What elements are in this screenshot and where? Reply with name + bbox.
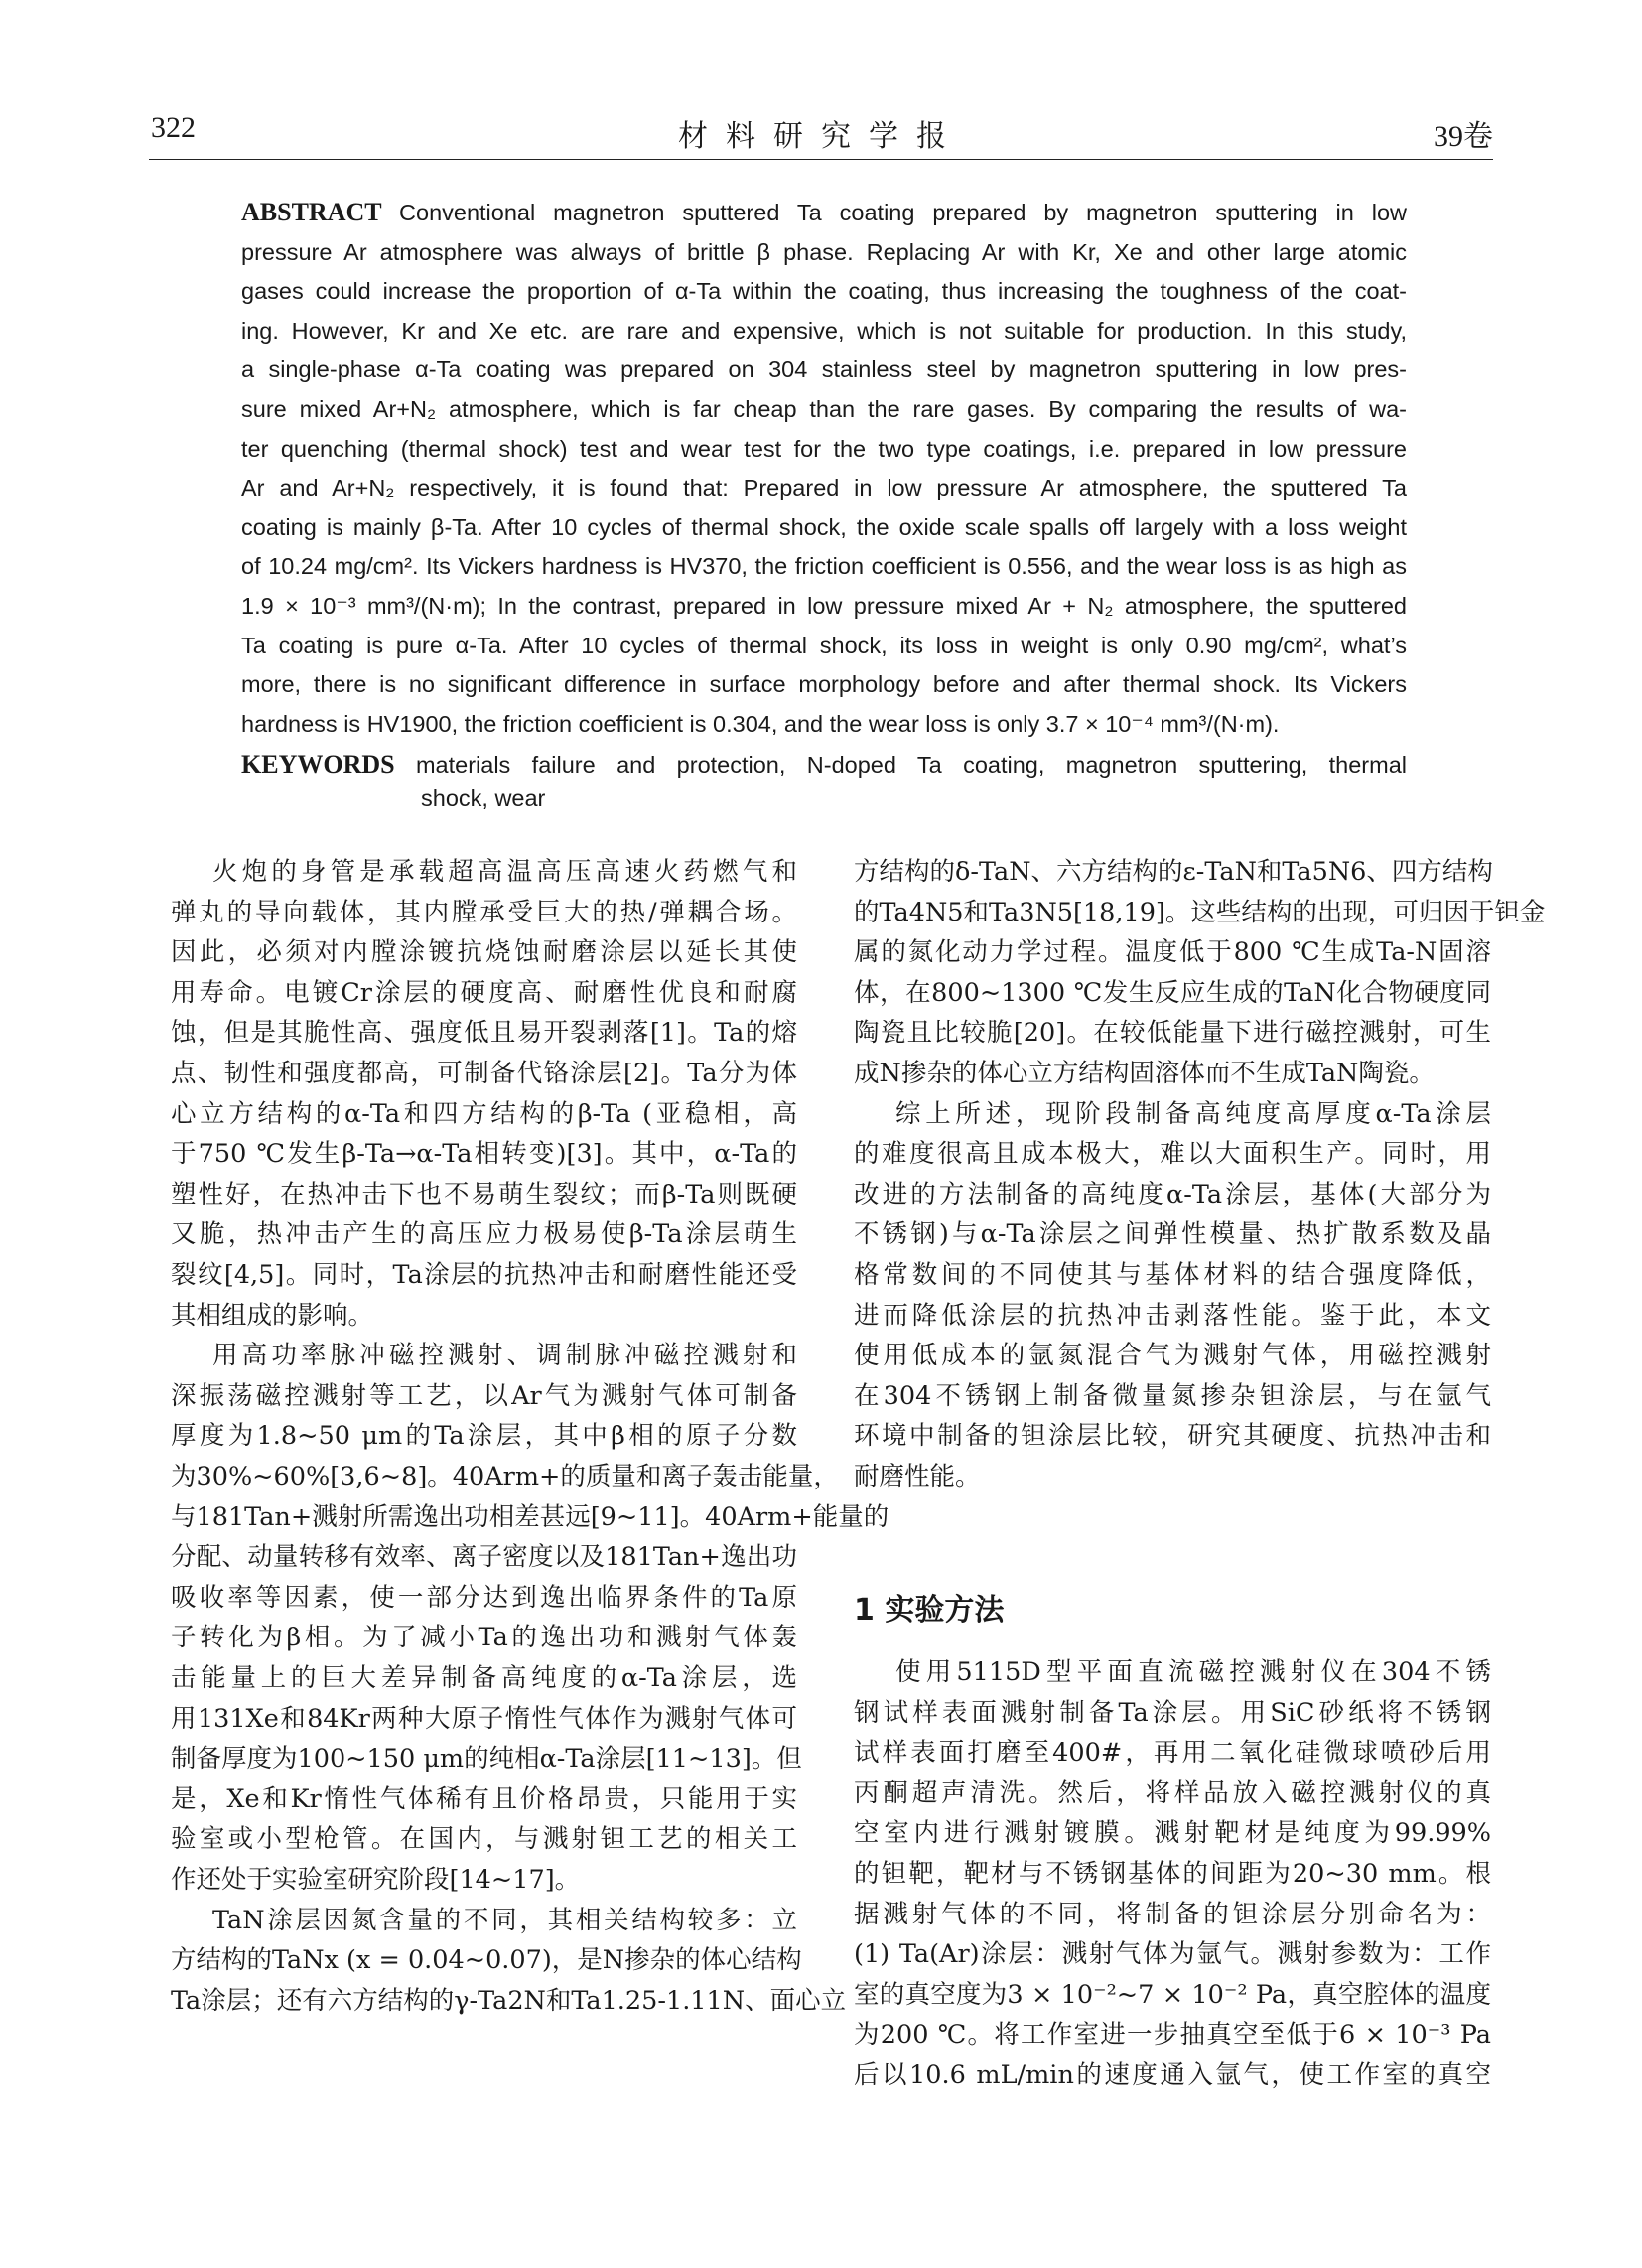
paragraph-line: 综上所述，现阶段制备高纯度高厚度α-Ta涂层 (895, 1098, 1491, 1129)
abstract-line: pressure Ar atmosphere was always of brittle β phase. Replacing Ar with Kr, Xe and other large atomic (241, 238, 1407, 265)
paragraph-line: 为200 ℃。将工作室进一步抽真空至低于6 × 10⁻³ Pa (854, 2020, 1491, 2051)
paragraph-line: 属的氮化动力学过程。温度低于800 ℃生成Ta-N固溶 (854, 937, 1491, 968)
paragraph-line: 格常数间的不同使其与基体材料的结合强度降低， (854, 1260, 1491, 1290)
paragraph-line: 室的真空度为3 × 10⁻²~7 × 10⁻² Pa，真空腔体的温度 (854, 1979, 1491, 2010)
paragraph-line: 塑性好，在热冲击下也不易萌生裂纹；而β-Ta则既硬 (171, 1179, 797, 1209)
abstract-line (241, 195, 1407, 230)
paragraph-line: 成N掺杂的体心立方结构固溶体而不生成TaN陶瓷。 (854, 1059, 1435, 1088)
paragraph-line: 不锈钢)与α-Ta涂层之间弹性模量、热扩散系数及晶 (854, 1219, 1491, 1250)
paragraph-line: 用寿命。电镀Cr涂层的硬度高、耐磨性优良和耐腐 (171, 977, 797, 1008)
paragraph-line: 于750 ℃发生β-Ta→α-Ta相转变)[3]。其中，α-Ta的 (171, 1139, 797, 1170)
paragraph-line: 改进的方法制备的高纯度α-Ta涂层，基体(大部分为 (854, 1179, 1491, 1209)
paragraph-line: Ta涂层；还有六方结构的γ-Ta2N和Ta1.25-1.11N、面心立 (171, 1985, 847, 2016)
keywords-label: KEYWORDS (241, 750, 395, 779)
paragraph-line: 制备厚度为100~150 μm的纯相α-Ta涂层[11~13]。但 (171, 1744, 802, 1774)
paragraph-line: 是，Xe和Kr惰性气体稀有且价格昂贵，只能用于实 (171, 1783, 797, 1814)
keywords-continuation: shock, wear (421, 785, 546, 811)
abstract-line: Ta coating is pure α-Ta. After 10 cycles of thermal shock, its loss in weight is only 0.90 mg/cm², what’s (241, 632, 1407, 658)
paragraph-line: 心立方结构的α-Ta和四方结构的β-Ta (亚稳相，高 (171, 1098, 797, 1129)
abstract-line: coating is mainly β-Ta. After 10 cycles of thermal shock, the oxide scale spalls off largely with a loss weight (241, 513, 1407, 540)
abstract-line: more, there is no significant difference in surface morphology before and after thermal shock. Its Vickers (241, 671, 1407, 698)
paragraph-line: 钢试样表面溅射制备Ta涂层。用SiC砂纸将不锈钢 (854, 1697, 1491, 1728)
paragraph-line: 丙酮超声清洗。然后，将样品放入磁控溅射仪的真 (854, 1777, 1491, 1808)
paragraph-line: 的Ta4N5和Ta3N5[18,19]。这些结构的出现，可归因于钽金 (854, 897, 1546, 927)
abstract-line: ter quenching (thermal shock) test and wear test for the two type coatings, i.e. prepared in low pressure (241, 435, 1407, 462)
paragraph-line: 使用5115D型平面直流磁控溅射仪在304不锈 (895, 1657, 1491, 1687)
abstract-line: sure mixed Ar+N₂ atmosphere, which is far cheap than the rare gases. By comparing the results of wa- (241, 396, 1407, 422)
abstract-line: 1.9 × 10⁻³ mm³/(N·m); In the contrast, prepared in low pressure mixed Ar + N₂ atmosphere, the sputtered (241, 593, 1407, 619)
paragraph-line: 又脆，热冲击产生的高压应力极易使β-Ta涂层萌生 (171, 1219, 797, 1250)
paragraph-line: (1) Ta(Ar)涂层：溅射气体为氩气。溅射参数为：工作 (854, 1939, 1491, 1970)
header-rule (149, 159, 1493, 160)
paragraph-line: 子转化为β相。为了减小Ta的逸出功和溅射气体轰 (171, 1623, 797, 1653)
paragraph-line: 其相组成的影响。 (171, 1300, 374, 1331)
paragraph-line: TaN涂层因氮含量的不同，其相关结构较多：立 (212, 1905, 797, 1935)
paragraph-line: 为30%~60%[3,6~8]。40Arm+的质量和离子轰击能量， (171, 1462, 839, 1491)
paragraph-line: 在304不锈钢上制备微量氮掺杂钽涂层，与在氩气 (854, 1380, 1491, 1411)
section-heading: 1 实验方法 (854, 1593, 1005, 1628)
abstract-text: Conventional magnetron sputtered Ta coating prepared by magnetron sputtering in low (399, 200, 1408, 225)
keywords-line (241, 747, 1407, 782)
volume-label: 39卷 (1434, 120, 1493, 153)
paragraph-line: 方结构的δ-TaN、六方结构的ε-TaN和Ta5N6、四方结构 (854, 857, 1493, 887)
paragraph-line: 分配、动量转移有效率、离子密度以及181Tan+逸出功 (171, 1542, 797, 1573)
paragraph-line: 点、韧性和强度都高，可制备代铬涂层[2]。Ta分为体 (171, 1059, 797, 1088)
paragraph-line: 用高功率脉冲磁控溅射、调制脉冲磁控溅射和 (212, 1341, 797, 1371)
journal-title: 材料研究学报 (678, 120, 964, 153)
paragraph-line: 使用低成本的氩氮混合气为溅射气体，用磁控溅射 (854, 1341, 1491, 1371)
page-number: 322 (151, 111, 196, 144)
paragraph-line: 火炮的身管是承载超高温高压高速火药燃气和 (212, 857, 797, 887)
paragraph-line: 体，在800~1300 ℃发生反应生成的TaN化合物硬度同 (854, 977, 1491, 1008)
paragraph-line: 的钽靶，靶材与不锈钢基体的间距为20~30 mm。根 (854, 1859, 1491, 1889)
abstract-line: a single-phase α-Ta coating was prepared on 304 stainless steel by magnetron sputtering in low pres- (241, 356, 1407, 383)
paragraph-line: 因此，必须对内膛涂镀抗烧蚀耐磨涂层以延长其使 (171, 937, 797, 968)
paragraph-line: 用131Xe和84Kr两种大原子惰性气体作为溅射气体可 (171, 1703, 797, 1734)
paragraph-line: 耐磨性能。 (854, 1462, 981, 1491)
paragraph-line: 环境中制备的钽涂层比较，研究其硬度、抗热冲击和 (854, 1421, 1491, 1452)
abstract-label: ABSTRACT (241, 198, 400, 226)
paragraph-line: 的难度很高且成本极大，难以大面积生产。同时，用 (854, 1139, 1491, 1170)
abstract-line: of 10.24 mg/cm². Its Vickers hardness is HV370, the friction coefficient is 0.556, and the wear loss is as high as (241, 553, 1407, 580)
paragraph-line: 验室或小型枪管。在国内，与溅射钽工艺的相关工 (171, 1824, 797, 1855)
paragraph-line: 陶瓷且比较脆[20]。在较低能量下进行磁控溅射，可生 (854, 1018, 1491, 1049)
paragraph-line: 据溅射气体的不同，将制备的钽涂层分别命名为： (854, 1899, 1491, 1929)
paragraph-line: 弹丸的导向载体，其内膛承受巨大的热/弹耦合场。 (171, 897, 797, 927)
paragraph-line: 进而降低涂层的抗热冲击剥落性能。鉴于此，本文 (854, 1300, 1491, 1331)
paragraph-line: 蚀，但是其脆性高、强度低且易开裂剥落[1]。Ta的熔 (171, 1018, 797, 1049)
paragraph-line: 裂纹[4,5]。同时，Ta涂层的抗热冲击和耐磨性能还受 (171, 1260, 797, 1290)
paragraph-line: 击能量上的巨大差异制备高纯度的α-Ta涂层，选 (171, 1663, 797, 1693)
abstract-line: gases could increase the proportion of α-Ta within the coating, thus increasing the toughness of the coat- (241, 278, 1407, 305)
paragraph-line: 空室内进行溅射镀膜。溅射靶材是纯度为99.99% (854, 1818, 1491, 1849)
abstract-line: hardness is HV1900, the friction coefficient is 0.304, and the wear loss is only 3.7 × 10⁻⁴ mm³/(N·m). (241, 710, 1280, 737)
paragraph-line: 试样表面打磨至400#，再用二氧化硅微球喷砂后用 (854, 1738, 1491, 1769)
abstract-line: Ar and Ar+N₂ respectively, it is found that: Prepared in low pressure Ar atmosphere, the sputtered Ta (241, 475, 1407, 501)
paragraph-line: 后以10.6 mL/min的速度通入氩气，使工作室的真空 (854, 2060, 1491, 2090)
abstract-line: ing. However, Kr and Xe etc. are rare and expensive, which is not suitable for production. In this study, (241, 317, 1407, 344)
paragraph-line: 厚度为1.8~50 μm的Ta涂层，其中β相的原子分数 (171, 1421, 797, 1452)
paragraph-line: 吸收率等因素，使一部分达到逸出临界条件的Ta原 (171, 1582, 797, 1613)
paragraph-line: 与181Tan+溅射所需逸出功相差甚远[9~11]。40Arm+能量的 (171, 1501, 889, 1532)
paragraph-line: 作还处于实验室研究阶段[14~17]。 (171, 1865, 581, 1895)
keywords-text: materials failure and protection, N-doped Ta coating, magnetron sputtering, thermal (415, 752, 1407, 778)
paragraph-line: 方结构的TaNx (x = 0.04~0.07)，是N掺杂的体心结构 (171, 1945, 802, 1976)
paragraph-line: 深振荡磁控溅射等工艺，以Ar气为溅射气体可制备 (171, 1380, 797, 1411)
